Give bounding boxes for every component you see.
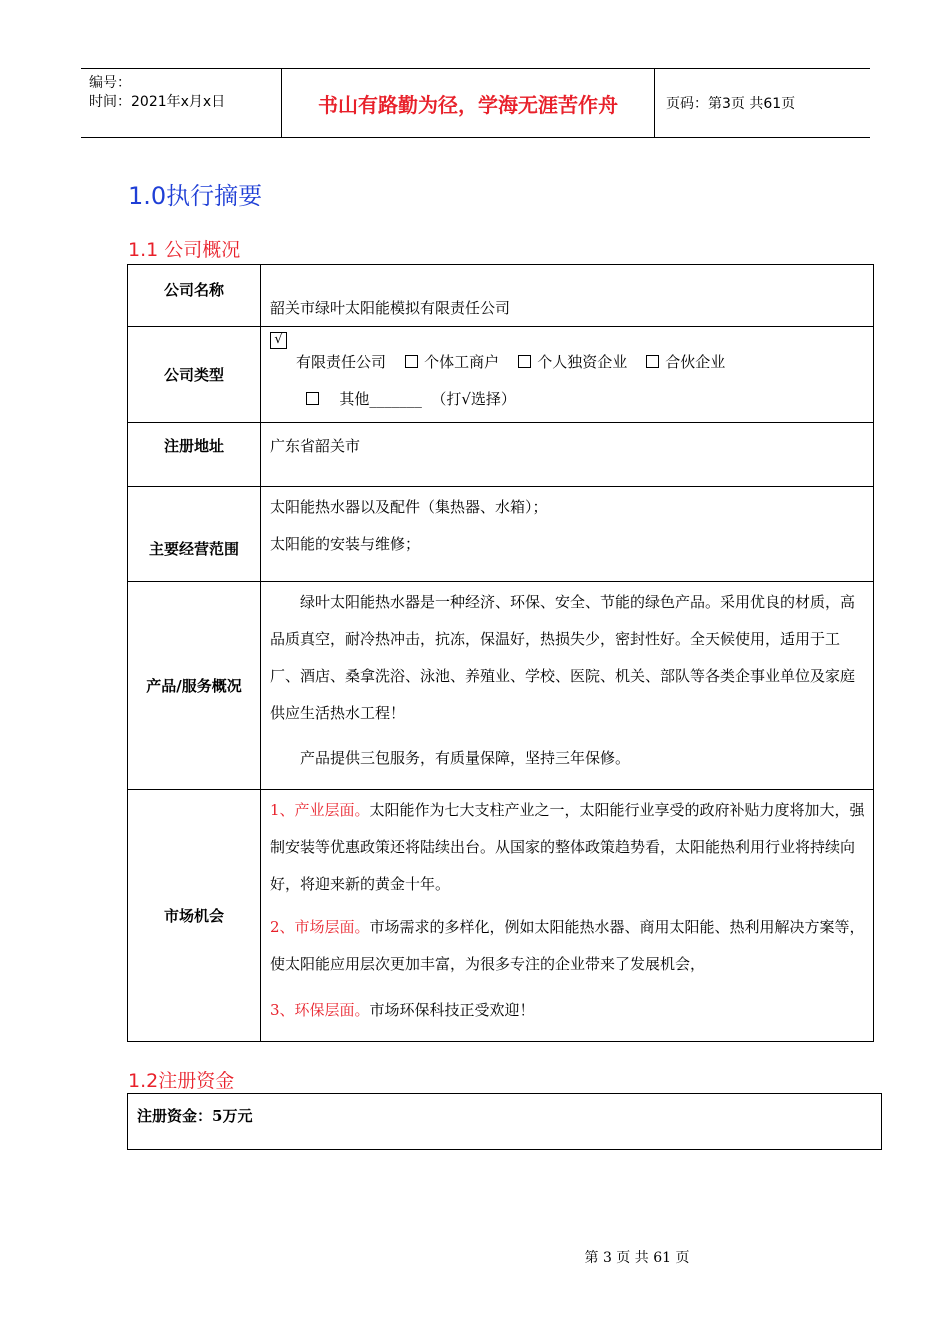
capital-text: 注册资金：5万元 (137, 1107, 253, 1125)
row-scope (128, 487, 874, 582)
company-type-options (261, 327, 874, 423)
checkbox-icon[interactable] (646, 355, 659, 368)
market-item-body: 太阳能作为七大支柱产业之一，太阳能行业享受的政府补贴力度将加大，强制安装等优惠政策还将陆续出台。从国家的整体政策趋势看，太阳能热利用行业将持续向好，将迎来新的黄金十年。 (270, 801, 865, 893)
scope-line-1: 太阳能热水器以及配件（集热器、水箱）； (270, 498, 548, 516)
company-name-value: 韶关市绿叶太阳能模拟有限责任公司 (261, 265, 874, 327)
row-address (128, 423, 874, 487)
type-note: （打√选择） (431, 390, 516, 408)
product-value (261, 582, 874, 790)
market-value (261, 790, 874, 1042)
type-option-3: 个人独资企业 (537, 353, 628, 371)
header-meta (81, 69, 282, 137)
type-blank: _______ (369, 390, 422, 408)
page-footer: 第 3 页 共 61 页 (584, 1250, 690, 1266)
scope-line-2: 太阳能的安装与维修； (270, 535, 421, 553)
company-type-label: 公司类型 (128, 327, 261, 423)
header-motto: 书山有路勤为径，学海无涯苦作舟 (282, 69, 655, 137)
checkbox-icon[interactable] (306, 392, 319, 405)
scope-value (261, 487, 874, 582)
product-label: 产品/服务概况 (128, 582, 261, 790)
page-header (81, 68, 870, 138)
checked-box-icon[interactable]: √ (270, 332, 287, 349)
type-other: 其他 (339, 390, 370, 408)
address-value: 广东省韶关市 (261, 423, 874, 487)
row-company-name (128, 265, 874, 327)
type-option-2: 个体工商户 (424, 353, 500, 371)
market-item-1 (270, 792, 867, 903)
product-paragraph-1: 绿叶太阳能热水器是一种经济、环保、安全、节能的绿色产品。采用优良的材质，高品质真空，耐冷热冲击，抗冻，保温好，热损失少，密封性好。全天候使用，适用于工厂、酒店、桑拿洗浴、泳池、养殖业、学校、医院、机关、部队等各类企事业单位及家庭供应生活热水工程！ (270, 593, 856, 722)
product-paragraph-2: 产品提供三包服务，有质量保障，坚持三年保修。 (300, 749, 631, 767)
market-item-head: 2、市场层面。 (270, 918, 370, 936)
row-market (128, 790, 874, 1042)
doc-number-label: 编号： (89, 75, 131, 91)
checkbox-icon[interactable] (518, 355, 531, 368)
market-item-body: 市场环保科技正受欢迎！ (369, 1001, 535, 1019)
market-label: 市场机会 (128, 790, 261, 1042)
row-company-type (128, 327, 874, 423)
scope-label: 主要经营范围 (128, 487, 261, 582)
doc-time-label: 时间：2021年x月x日 (89, 94, 226, 110)
market-item-3 (270, 992, 867, 1029)
checkbox-icon[interactable] (405, 355, 418, 368)
capital-heading: 1.2注册资金 (128, 1070, 235, 1092)
company-overview-table (127, 264, 874, 1042)
overview-heading: 1.1 公司概况 (128, 239, 241, 261)
address-label: 注册地址 (128, 423, 261, 487)
market-item-head: 3、环保层面。 (270, 1001, 370, 1019)
market-item-body: 市场需求的多样化，例如太阳能热水器、商用太阳能、热利用解决方案等，使太阳能应用层次更加丰富，为很多专注的企业带来了发展机会， (270, 918, 865, 973)
market-item-2 (270, 909, 867, 983)
market-item-head: 1、产业层面。 (270, 801, 370, 819)
section-title: 1.0执行摘要 (128, 182, 263, 210)
capital-box (127, 1093, 882, 1150)
company-name-label: 公司名称 (128, 265, 261, 327)
header-page-info: 页码：第3页 共61页 (666, 96, 796, 112)
row-product (128, 582, 874, 790)
type-option-1: 有限责任公司 (296, 353, 387, 371)
type-option-4: 合伙企业 (665, 353, 726, 371)
